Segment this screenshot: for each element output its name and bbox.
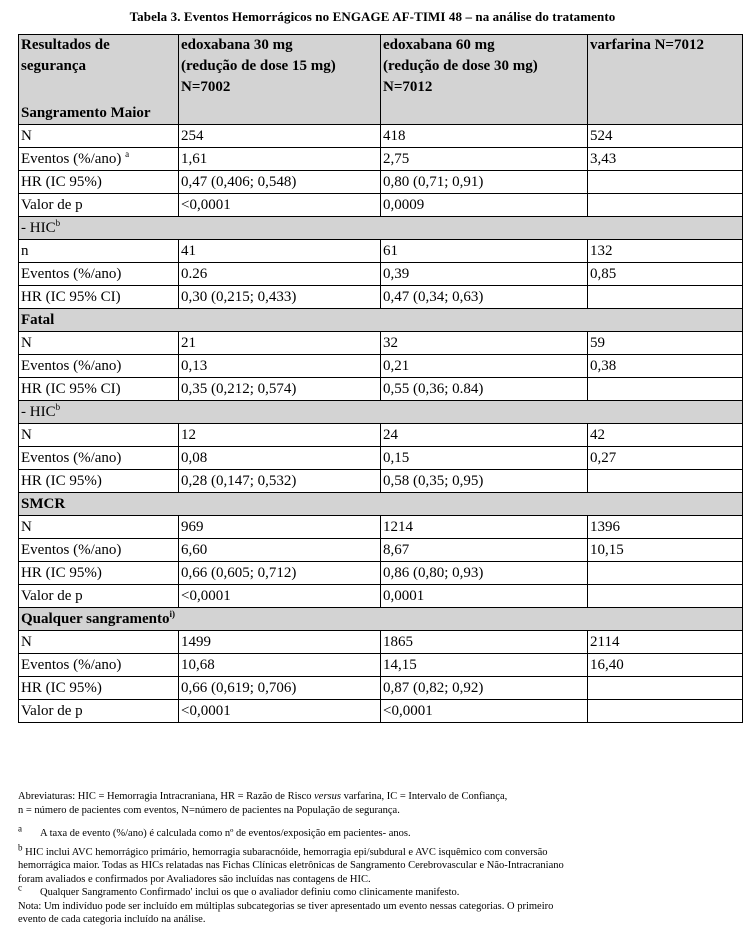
value-warfarin	[588, 470, 743, 493]
table-row	[19, 539, 743, 562]
header-edoxaban-30-line1: edoxabana 30 mg	[181, 37, 293, 53]
table-row	[19, 355, 743, 378]
value-edoxaban-60	[381, 424, 588, 447]
value-edoxaban-30-text: <0,0001	[181, 588, 231, 604]
table-row	[19, 424, 743, 447]
value-edoxaban-60-text: 0,86 (0,80; 0,93)	[383, 565, 484, 581]
value-edoxaban-60-text: 8,67	[383, 542, 410, 558]
header-warfarin: varfarina N=7012	[588, 35, 743, 125]
footnote-b-3: foram avaliados e confirmados por Avaliadores são incluídas nas contagens de HIC.	[18, 873, 371, 885]
row-label-text: Eventos (%/ano)	[21, 358, 122, 374]
value-warfarin	[588, 286, 743, 309]
table-row	[19, 470, 743, 493]
value-edoxaban-60-text: 0,15	[383, 450, 410, 466]
row-label	[19, 286, 179, 309]
value-warfarin	[588, 171, 743, 194]
value-edoxaban-60	[381, 378, 588, 401]
value-edoxaban-30-text: 1,61	[181, 151, 208, 167]
row-label	[19, 585, 179, 608]
table-row	[19, 677, 743, 700]
value-edoxaban-60	[381, 470, 588, 493]
section-title: Fatal	[21, 312, 55, 328]
value-warfarin-text: 2114	[590, 634, 620, 650]
value-edoxaban-30-text: 0,13	[181, 358, 208, 374]
value-edoxaban-60-text: 0,80 (0,71; 0,91)	[383, 174, 484, 190]
section-major-bleeding: Sangramento Maior	[21, 105, 151, 121]
value-edoxaban-60	[381, 585, 588, 608]
value-edoxaban-60-text: 61	[383, 243, 398, 259]
table-row	[19, 286, 743, 309]
value-warfarin-text: 0,85	[590, 266, 617, 282]
row-label	[19, 424, 179, 447]
value-edoxaban-30-text: 0,30 (0,215; 0,433)	[181, 289, 297, 305]
section-title: - HIC	[21, 220, 56, 236]
header-edoxaban-60-line2: (redução de dose 30 mg)	[383, 58, 538, 74]
row-footnote-mark: a	[125, 149, 130, 159]
value-warfarin	[588, 447, 743, 470]
value-warfarin	[588, 631, 743, 654]
value-edoxaban-60	[381, 631, 588, 654]
value-edoxaban-60	[381, 125, 588, 148]
row-label-text: HR (IC 95% CI)	[21, 289, 121, 305]
table-row	[19, 263, 743, 286]
value-edoxaban-60	[381, 447, 588, 470]
row-label-text: Eventos (%/ano)	[21, 542, 122, 558]
row-label	[19, 194, 179, 217]
value-warfarin	[588, 700, 743, 723]
header-edoxaban-60-line3: N=7012	[383, 79, 433, 95]
value-edoxaban-60	[381, 194, 588, 217]
row-label	[19, 631, 179, 654]
section-row	[19, 309, 743, 332]
value-edoxaban-30-text: 1499	[181, 634, 211, 650]
value-warfarin	[588, 562, 743, 585]
row-label-text: N	[21, 128, 32, 144]
value-edoxaban-60	[381, 562, 588, 585]
value-edoxaban-30	[179, 654, 381, 677]
value-warfarin	[588, 332, 743, 355]
table-header-row	[19, 35, 743, 125]
row-label-text: Eventos (%/ano)	[21, 266, 122, 282]
value-edoxaban-30-text: 0,08	[181, 450, 208, 466]
row-label	[19, 470, 179, 493]
value-edoxaban-60-text: 0,55 (0,36; 0.84)	[383, 381, 484, 397]
value-edoxaban-30	[179, 194, 381, 217]
value-edoxaban-30	[179, 447, 381, 470]
value-edoxaban-30-text: 0.26	[181, 266, 208, 282]
section-label	[19, 217, 743, 240]
header-edoxaban-30-line3: N=7002	[181, 79, 231, 95]
table-row	[19, 562, 743, 585]
header-edoxaban-30-line2: (redução de dose 15 mg)	[181, 58, 336, 74]
value-edoxaban-30-text: 0,47 (0,406; 0,548)	[181, 174, 297, 190]
value-edoxaban-30	[179, 424, 381, 447]
header-results	[19, 35, 179, 125]
value-edoxaban-30-text: 12	[181, 427, 196, 443]
value-edoxaban-60-text: 0,87 (0,82; 0,92)	[383, 680, 484, 696]
value-edoxaban-30	[179, 263, 381, 286]
value-warfarin	[588, 677, 743, 700]
table-row	[19, 125, 743, 148]
footnote-c-text: Qualquer Sangramento Confirmado' inclui os que o avaliador definiu como clinicamente manifesto.	[40, 887, 460, 898]
value-edoxaban-60-text: 0,58 (0,35; 0,95)	[383, 473, 484, 489]
value-warfarin	[588, 194, 743, 217]
footnote-a	[18, 823, 718, 841]
abbreviations-note	[18, 790, 718, 804]
value-edoxaban-30	[179, 125, 381, 148]
row-label-text: Eventos (%/ano)	[21, 151, 122, 167]
value-edoxaban-60-text: 2,75	[383, 151, 410, 167]
value-edoxaban-30-text: 0,66 (0,605; 0,712)	[181, 565, 297, 581]
row-label-text: Valor de p	[21, 588, 83, 604]
row-label-text: HR (IC 95%)	[21, 174, 102, 190]
row-label	[19, 700, 179, 723]
value-edoxaban-30-text: 6,60	[181, 542, 208, 558]
row-label-text: HR (IC 95%)	[21, 565, 102, 581]
value-warfarin-text: 1396	[590, 519, 620, 535]
value-edoxaban-60	[381, 654, 588, 677]
value-edoxaban-60	[381, 240, 588, 263]
section-row	[19, 401, 743, 424]
bleeding-events-table	[18, 34, 743, 723]
section-row	[19, 493, 743, 516]
abbrev-text-1: Abreviaturas: HIC = Hemorragia Intracraniana, HR = Razão de Risco	[18, 791, 312, 802]
value-warfarin-text: 0,27	[590, 450, 617, 466]
value-warfarin	[588, 125, 743, 148]
value-warfarin	[588, 585, 743, 608]
value-edoxaban-60-text: 1214	[383, 519, 413, 535]
section-title: - HIC	[21, 404, 56, 420]
value-warfarin-text: 0,38	[590, 358, 617, 374]
row-label-text: N	[21, 335, 32, 351]
row-label	[19, 125, 179, 148]
value-edoxaban-30	[179, 355, 381, 378]
value-edoxaban-30	[179, 677, 381, 700]
table-row	[19, 631, 743, 654]
header-edoxaban-60	[381, 35, 588, 125]
row-label	[19, 677, 179, 700]
value-edoxaban-60	[381, 516, 588, 539]
section-row	[19, 217, 743, 240]
section-footnote-mark: b	[55, 218, 61, 228]
row-label	[19, 539, 179, 562]
note-1: Nota: Um indivíduo pode ser incluído em múltiplas subcategorias se tiver apresentado um evento nessas categorias. O primeiro	[18, 900, 554, 912]
table-title: Tabela 3. Eventos Hemorrágicos no ENGAGE AF-TIMI 48 – na análise do tratamento	[129, 9, 616, 24]
table-row	[19, 700, 743, 723]
row-label	[19, 378, 179, 401]
row-label-text: Valor de p	[21, 703, 83, 719]
section-footnote-mark: i)	[169, 609, 175, 619]
value-edoxaban-30	[179, 171, 381, 194]
row-label-text: N	[21, 634, 32, 650]
header-results-label: Resultados de segurança	[21, 37, 110, 74]
value-warfarin-text: 10,15	[590, 542, 624, 558]
value-edoxaban-30	[179, 332, 381, 355]
value-edoxaban-60	[381, 355, 588, 378]
value-warfarin	[588, 355, 743, 378]
value-edoxaban-60-text: 0,0001	[383, 588, 425, 604]
header-edoxaban-60-line1: edoxabana 60 mg	[383, 37, 495, 53]
value-edoxaban-60-text: 24	[383, 427, 398, 443]
value-edoxaban-30	[179, 516, 381, 539]
row-label-text: HR (IC 95%)	[21, 473, 102, 489]
value-edoxaban-60	[381, 263, 588, 286]
value-warfarin-text: 59	[590, 335, 605, 351]
value-edoxaban-60-text: 0,39	[383, 266, 410, 282]
abbrev-text-2: varfarina, IC = Intervalo de Confiança,	[343, 791, 508, 802]
table-row	[19, 171, 743, 194]
table-row	[19, 240, 743, 263]
row-label-text: Eventos (%/ano)	[21, 657, 122, 673]
value-warfarin	[588, 654, 743, 677]
value-edoxaban-60	[381, 171, 588, 194]
value-warfarin	[588, 424, 743, 447]
section-label	[19, 608, 743, 631]
section-label	[19, 309, 743, 332]
section-title: Qualquer sangramento	[21, 611, 170, 627]
value-warfarin	[588, 263, 743, 286]
footnotes	[18, 790, 718, 927]
value-warfarin-text: 16,40	[590, 657, 624, 673]
value-edoxaban-60-text: 32	[383, 335, 398, 351]
value-warfarin	[588, 539, 743, 562]
row-label	[19, 263, 179, 286]
value-edoxaban-60-text: 418	[383, 128, 406, 144]
value-edoxaban-30-text: <0,0001	[181, 703, 231, 719]
value-warfarin	[588, 240, 743, 263]
abbreviations-note-2: n = número de pacientes com eventos, N=número de pacientes na População de segurança.	[18, 804, 400, 816]
value-edoxaban-30-text: 21	[181, 335, 196, 351]
value-edoxaban-30	[179, 470, 381, 493]
abbrev-versus: versus	[314, 791, 341, 802]
section-title: SMCR	[21, 496, 66, 512]
row-label	[19, 332, 179, 355]
value-edoxaban-30	[179, 240, 381, 263]
value-warfarin	[588, 148, 743, 171]
row-label-text: HR (IC 95% CI)	[21, 381, 121, 397]
value-edoxaban-30	[179, 286, 381, 309]
table-row	[19, 447, 743, 470]
header-edoxaban-30	[179, 35, 381, 125]
value-edoxaban-30-text: 969	[181, 519, 204, 535]
footnote-b-2: hemorrágica maior. Todas as HICs relatadas nas Fichas Clínicas eletrônicas de Sangramento Cerebrovascular e Não-Intracraniano	[18, 860, 564, 871]
row-label	[19, 516, 179, 539]
value-edoxaban-30-text: <0,0001	[181, 197, 231, 213]
footnote-a-text: A taxa de evento (%/ano) é calculada como nº de eventos/exposição em pacientes- anos.	[40, 828, 411, 839]
value-edoxaban-60-text: 14,15	[383, 657, 417, 673]
value-edoxaban-60-text: 1865	[383, 634, 413, 650]
value-warfarin-text: 132	[590, 243, 613, 259]
value-edoxaban-30	[179, 631, 381, 654]
value-edoxaban-30	[179, 378, 381, 401]
row-label-text: n	[21, 243, 29, 259]
value-warfarin	[588, 516, 743, 539]
value-warfarin	[588, 378, 743, 401]
row-label	[19, 171, 179, 194]
footnote-b	[18, 842, 718, 860]
value-edoxaban-30-text: 0,66 (0,619; 0,706)	[181, 680, 297, 696]
table-row	[19, 516, 743, 539]
table-row	[19, 654, 743, 677]
footnote-c-mark: c	[18, 882, 22, 893]
row-label-text: Valor de p	[21, 197, 83, 213]
value-edoxaban-60	[381, 286, 588, 309]
section-label	[19, 401, 743, 424]
value-edoxaban-30-text: 0,35 (0,212; 0,574)	[181, 381, 297, 397]
value-edoxaban-60	[381, 677, 588, 700]
note-2: evento de cada categoria incluído na análise.	[18, 914, 206, 925]
row-label	[19, 447, 179, 470]
row-label-text: N	[21, 519, 32, 535]
value-edoxaban-60	[381, 148, 588, 171]
value-warfarin-text: 3,43	[590, 151, 617, 167]
value-edoxaban-30	[179, 539, 381, 562]
value-edoxaban-60-text: 0,47 (0,34; 0,63)	[383, 289, 484, 305]
value-edoxaban-30	[179, 562, 381, 585]
row-label-text: N	[21, 427, 32, 443]
row-label	[19, 654, 179, 677]
table-row	[19, 194, 743, 217]
footnote-c	[18, 882, 718, 900]
value-edoxaban-30	[179, 148, 381, 171]
value-edoxaban-60-text: 0,0009	[383, 197, 425, 213]
footnote-b-text-1: HIC inclui AVC hemorrágico primário, hemorragia subaracnóide, hemorragia epi/subdural e AVC isquêmico com conversão	[25, 846, 548, 858]
footnote-a-mark: a	[18, 823, 22, 834]
value-warfarin-text: 42	[590, 427, 605, 443]
row-label-text: HR (IC 95%)	[21, 680, 102, 696]
row-label-text: Eventos (%/ano)	[21, 450, 122, 466]
row-label	[19, 148, 179, 171]
value-edoxaban-60	[381, 539, 588, 562]
value-edoxaban-60-text: 0,21	[383, 358, 410, 374]
value-edoxaban-30	[179, 585, 381, 608]
row-label	[19, 355, 179, 378]
value-warfarin-text: 524	[590, 128, 613, 144]
section-footnote-mark: b	[55, 402, 61, 412]
table-row	[19, 148, 743, 171]
table-row	[19, 332, 743, 355]
row-label	[19, 562, 179, 585]
section-label	[19, 493, 743, 516]
section-row	[19, 608, 743, 631]
value-edoxaban-30-text: 254	[181, 128, 204, 144]
row-label	[19, 240, 179, 263]
value-edoxaban-30-text: 10,68	[181, 657, 215, 673]
footnote-b-mark: b	[18, 842, 23, 852]
table-row	[19, 585, 743, 608]
value-edoxaban-60-text: <0,0001	[383, 703, 433, 719]
table-row	[19, 378, 743, 401]
value-edoxaban-30	[179, 700, 381, 723]
value-edoxaban-60	[381, 700, 588, 723]
value-edoxaban-30-text: 41	[181, 243, 196, 259]
value-edoxaban-30-text: 0,28 (0,147; 0,532)	[181, 473, 297, 489]
value-edoxaban-60	[381, 332, 588, 355]
